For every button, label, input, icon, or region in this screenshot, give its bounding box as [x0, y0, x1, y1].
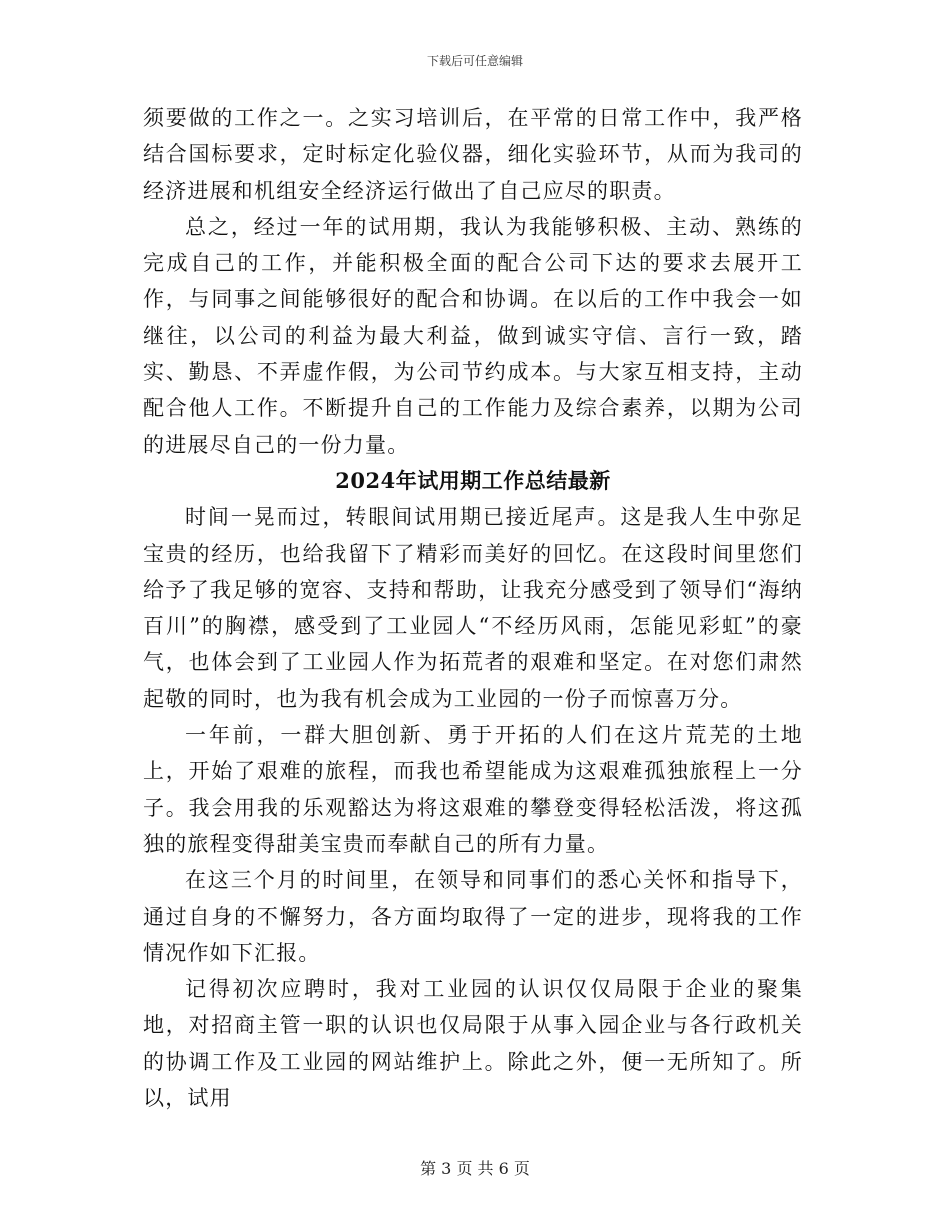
- paragraph-first-interview: 记得初次应聘时，我对工业园的认识仅仅局限于企业的聚集地，对招商主管一职的认识也仅局限于从事入园企业与各行政机关的协调工作及工业园的网站维护上。除此之外，便一无所知了。所以，试用: [143, 977, 803, 1111]
- paragraph-three-months: 在这三个月的时间里，在领导和同事们的悉心关怀和指导下，通过自身的不懈努力，各方面均取得了一定的进步，现将我的工作情况作如下汇报。: [143, 868, 803, 965]
- page-number-footer: 第 3 页 共 6 页: [420, 1159, 530, 1178]
- paragraph-year-ago: 一年前，一群大胆创新、勇于开拓的人们在这片荒芜的土地上，开始了艰难的旅程，而我也希望能成为这艰难孤独旅程上一分子。我会用我的乐观豁达为将这艰难的攀登变得轻松活泼，将这孤独的旅程变得甜美宝贵而奉献自己的所有力量。: [143, 723, 803, 856]
- document-body: [143, 100, 803, 1116]
- paragraph-summary: 总之，经过一年的试用期，我认为我能够积极、主动、熟练的完成自己的工作，并能积极全面的配合公司下达的要求去展开工作，与同事之间能够很好的配合和协调。在以后的工作中我会一如继往，以公司的利益为最大利益，做到诚实守信、言行一致，踏实、勤恳、不弄虚作假，为公司节约成本。与大家互相支持，主动配合他人工作。不断提升自己的工作能力及综合素养，以期为公司的进展尽自己的一份力量。: [143, 214, 803, 457]
- paragraph-continuation: 须要做的工作之一。之实习培训后，在平常的日常工作中，我严格结合国标要求，定时标定化验仪器，细化实验环节，从而为我司的经济进展和机组安全经济运行做出了自己应尽的职责。: [143, 106, 803, 203]
- paragraph-intro: 时间一晃而过，转眼间试用期已接近尾声。这是我人生中弥足宝贵的经历，也给我留下了精彩而美好的回忆。在这段时间里您们给予了我足够的宽容、支持和帮助，让我充分感受到了领导们“海纳百川”的胸襟，感受到了工业园人“不经历风雨，怎能见彩虹”的豪气，也体会到了工业园人作为拓荒者的艰难和坚定。在对您们肃然起敬的同时，也为我有机会成为工业园的一份子而惊喜万分。: [143, 505, 803, 711]
- section-title: 2024年试用期工作总结最新: [335, 467, 611, 493]
- page-header: 下载后可任意编辑: [426, 54, 523, 68]
